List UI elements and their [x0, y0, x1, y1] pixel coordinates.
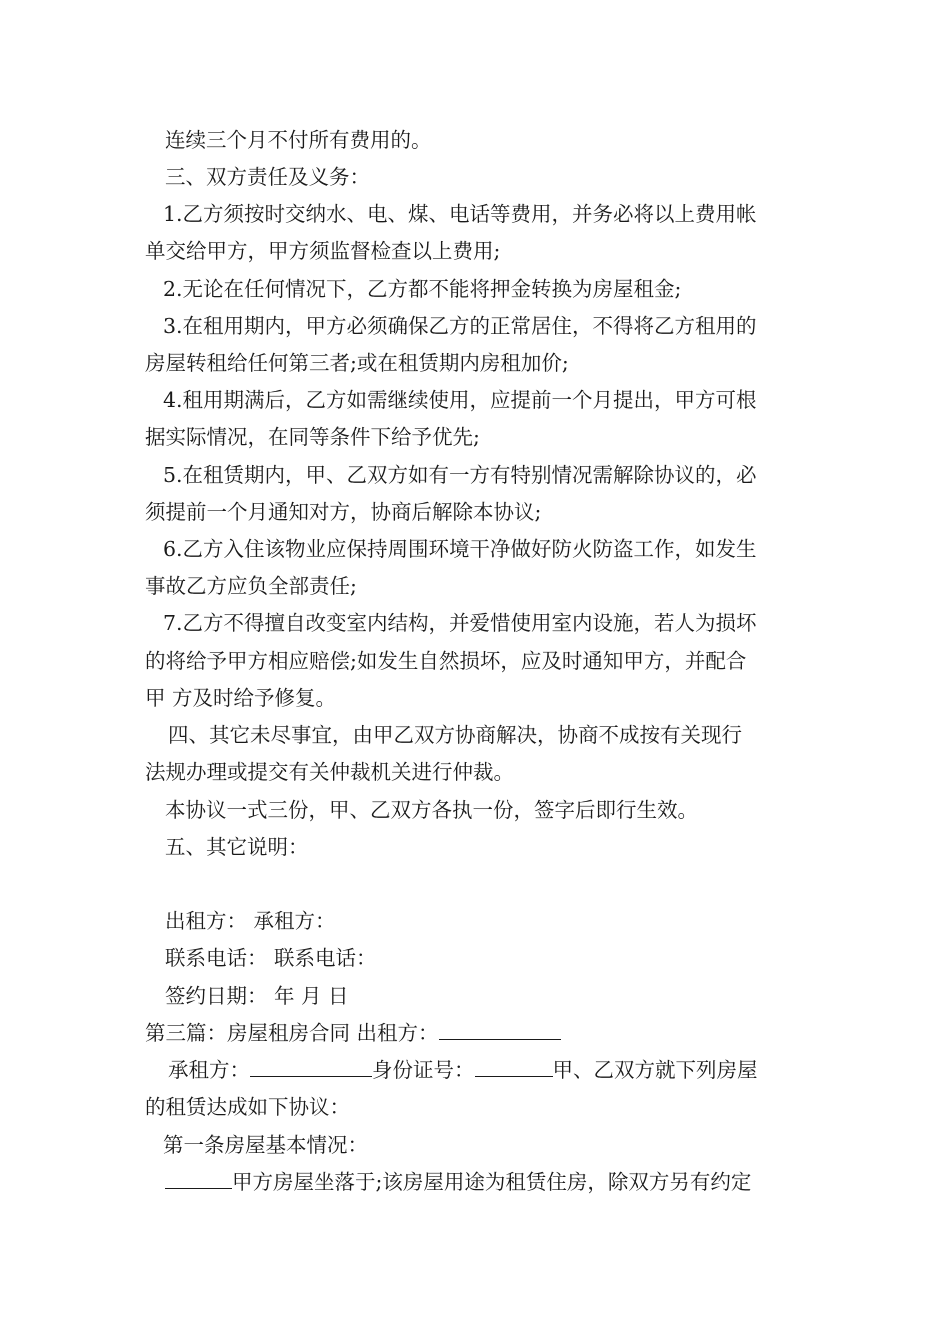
section-four-line-1: 四、其它未尽事宜，由甲乙双方协商解决，协商不成按有关现行 — [168, 723, 742, 747]
clause-7-line-2: 的将给予甲方相应赔偿;如发生自然损坏，应及时通知甲方，并配合 — [145, 649, 747, 673]
clause-6-line-2: 事故乙方应负全部责任; — [145, 574, 357, 598]
clause-7-line-3: 甲 方及时给予修复。 — [145, 686, 337, 710]
clause-1-line-1: 1.乙方须按时交纳水、电、煤、电话等费用，并务必将以上费用帐 — [163, 202, 757, 226]
clause-4-line-2: 据实际情况，在同等条件下给予优先; — [145, 425, 480, 449]
agreement-intro-line-2: 的租赁达成如下协议： — [145, 1095, 350, 1119]
lessee-blank — [250, 1056, 372, 1077]
section-four-line-2: 法规办理或提交有关仲裁机关进行仲裁。 — [145, 760, 514, 784]
third-contract-heading — [145, 1019, 561, 1047]
property-location-text: 甲方房屋坐落于;该房屋用途为租赁住房，除双方另有约定 — [232, 1170, 752, 1194]
article-one-heading: 第一条房屋基本情况： — [163, 1133, 368, 1157]
lessee-label: 承租方： — [168, 1058, 250, 1082]
agreement-intro: 甲、乙双方就下列房屋 — [552, 1058, 758, 1082]
clause-7-line-1: 7.乙方不得擅自改变室内结构，并爱惜使用室内设施，若人为损坏 — [163, 611, 757, 635]
clause-2-line-1: 2.无论在任何情况下，乙方都不能将押金转换为房屋租金; — [163, 277, 682, 301]
lessee-line — [168, 1056, 758, 1084]
section-heading: 五、其它说明： — [165, 835, 309, 859]
signature-phone-line: 联系电话： 联系电话： — [165, 946, 377, 970]
section-heading: 三、双方责任及义务： — [165, 165, 370, 189]
paragraph-line: 连续三个月不付所有费用的。 — [165, 128, 432, 152]
third-contract-title: 第三篇：房屋租房合同 出租方： — [145, 1021, 439, 1045]
clause-6-line-1: 6.乙方入住该物业应保持周围环境干净做好防火防盗工作，如发生 — [163, 537, 757, 561]
clause-3-line-2: 房屋转租给任何第三者;或在租赁期内房租加价; — [145, 351, 569, 375]
signature-party-line: 出租方： 承租方： — [165, 909, 336, 933]
clause-3-line-1: 3.在租用期内，甲方必须确保乙方的正常居住，不得将乙方租用的 — [163, 314, 757, 338]
article-one-line-1 — [165, 1168, 751, 1196]
clause-4-line-1: 4.租用期满后，乙方如需继续使用，应提前一个月提出，甲方可根 — [163, 388, 757, 412]
clause-1-line-2: 单交给甲方，甲方须监督检查以上费用; — [145, 239, 501, 263]
clause-5-line-2: 须提前一个月通知对方，协商后解除本协议; — [145, 500, 542, 524]
clause-5-line-1: 5.在租赁期内，甲、乙双方如有一方有特别情况需解除协议的，必 — [163, 463, 757, 487]
paragraph-line: 本协议一式三份，甲、乙双方各执一份，签字后即行生效。 — [165, 798, 698, 822]
address-blank — [165, 1168, 232, 1189]
lessor-blank — [439, 1019, 561, 1040]
signature-date-line: 签约日期： 年 月 日 — [165, 984, 349, 1008]
id-number-label: 身份证号： — [372, 1058, 475, 1082]
id-number-blank — [475, 1056, 553, 1077]
